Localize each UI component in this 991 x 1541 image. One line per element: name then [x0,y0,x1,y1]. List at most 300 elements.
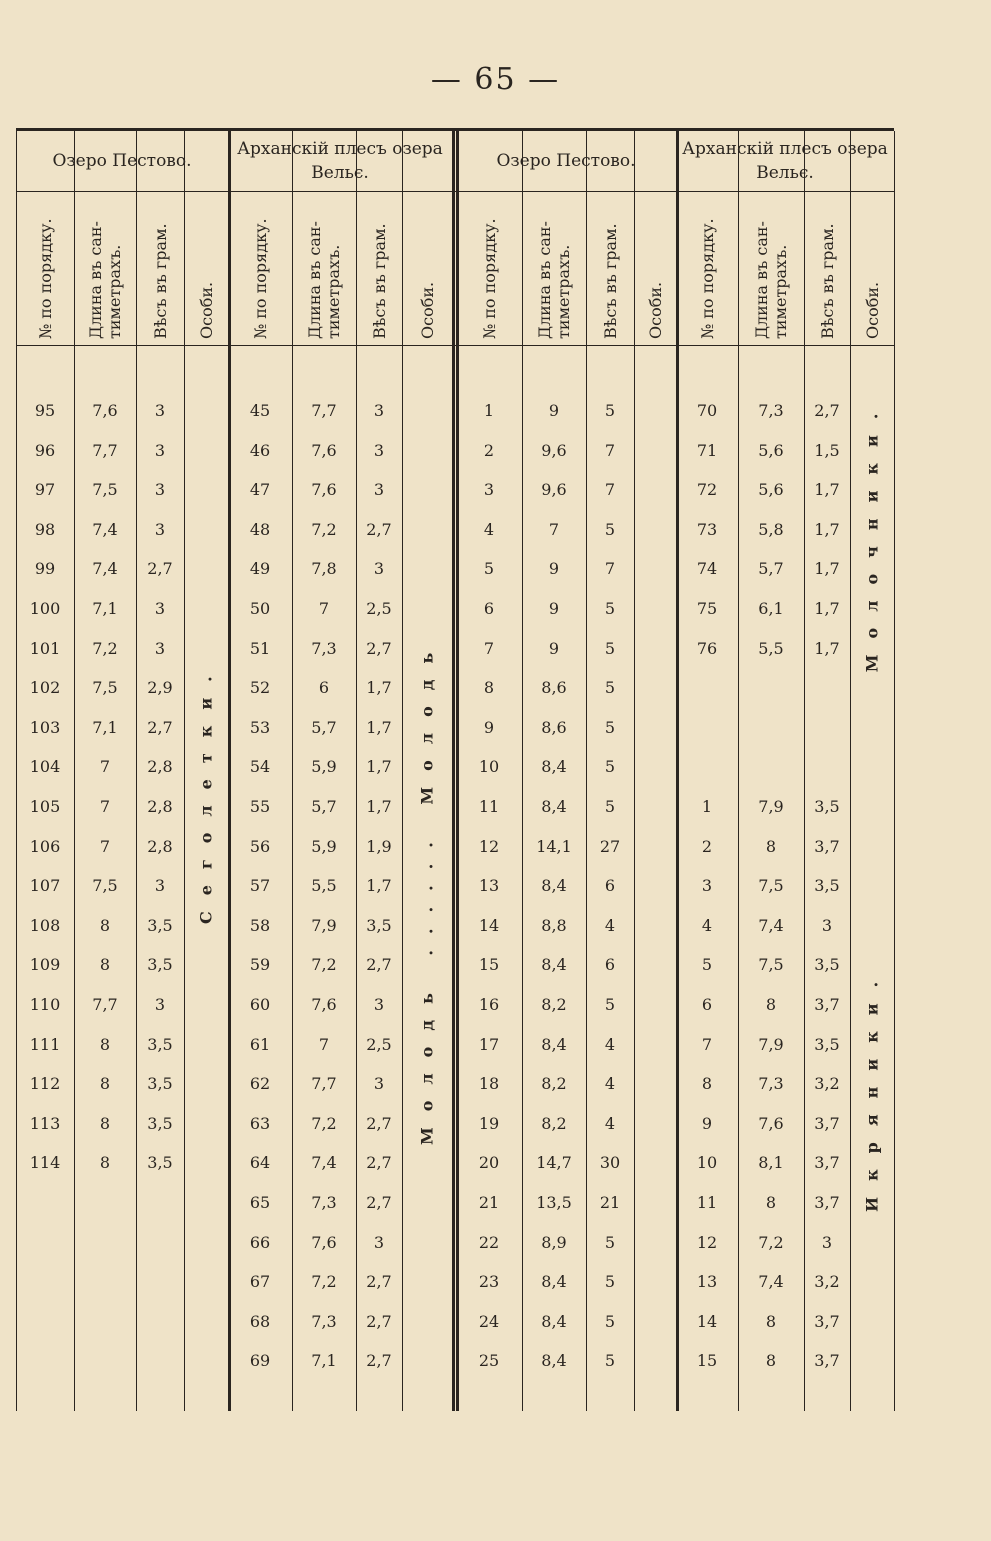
table-cell: 55 [249,797,271,816]
table-cell: 8,4 [541,1034,567,1054]
table-cell: 8 [701,1074,713,1094]
table-cell: 14,7 [536,1153,572,1173]
column-header-specimen [186,199,226,339]
table-cell: 5,6 [758,440,784,460]
table-cell: 108 [29,915,61,935]
table-cell: 3,7 [814,1311,840,1331]
table-cell: 102 [29,678,61,698]
table-cell: 103 [29,717,61,737]
table-cell: 2,7 [366,1153,392,1173]
table-cell: 113 [29,1113,61,1133]
column-header-label: № по порядку. [697,218,717,339]
table-cell: 11 [696,1193,718,1212]
table-cell: 7 [604,480,616,500]
table-cell: 5,7 [311,797,337,816]
table-cell: 2 [483,440,495,460]
table-cell: 67 [249,1272,271,1292]
table-cell: 7,8 [311,559,337,579]
table-cell: 9 [483,717,495,737]
table-cell: 3 [373,1074,385,1094]
table-cell: 5 [604,717,616,737]
table-cell: 114 [29,1153,61,1173]
table-cell: 3 [821,915,833,935]
table-cell: 7,4 [758,1272,784,1292]
table-cell: 3 [154,599,166,618]
table-cell: 21 [599,1193,621,1212]
table-cell: 8 [765,836,777,856]
table-cell: 5,9 [311,836,337,856]
table-cell: 8,4 [541,1311,567,1331]
table-cell: 1,7 [366,678,392,698]
table-cell: 15 [696,1351,718,1371]
column-header-specimen [407,199,447,339]
table-cell: 5,9 [311,757,337,777]
column-header-length [304,199,344,339]
table-cell: 112 [29,1074,61,1094]
table-cell: 13 [478,876,500,896]
table-cell: 68 [249,1311,271,1331]
table-cell: 100 [29,599,61,618]
table-cell: 3 [373,995,385,1014]
table-cell: 5,5 [758,638,784,658]
table-cell: 9,6 [541,480,567,500]
table-cell: 8 [99,1034,111,1054]
table-cell: 23 [478,1272,500,1292]
table-cell: 2,7 [366,519,392,539]
column-header-label: Длина въ сан-тиметрахъ. [752,221,790,339]
table-cell: 7 [318,1034,330,1054]
column-header-weight [807,199,847,339]
column-header-label: № по порядку. [479,218,499,339]
table-cell: 8 [99,1113,111,1133]
table-cell: 1 [483,401,495,420]
table-cell: 7,2 [92,638,118,658]
table-cell: 3 [483,480,495,500]
table-cell: 65 [249,1193,271,1212]
table-cell: 4 [604,1034,616,1054]
table-cell: 58 [249,915,271,935]
table-cell: 3,5 [147,955,173,975]
table-cell: 8 [765,995,777,1014]
table-cell: 7,9 [311,915,337,935]
specimen-note: Молочники. [862,397,882,672]
table-cell: 9,6 [541,440,567,460]
column-header-label: Вѣсъ въ грам. [150,223,170,339]
column-header-num [687,199,727,339]
table-cell: 53 [249,717,271,737]
table-cell: 1,7 [366,717,392,737]
table-cell: 70 [696,401,718,420]
table-cell: 2,7 [366,1351,392,1371]
specimen-note: Сеголетки. [196,660,216,924]
table-cell: 8,4 [541,1351,567,1371]
table-cell: 76 [696,638,718,658]
table-cell: 7,2 [311,519,337,539]
column-header-length [85,199,125,339]
table-cell: 7,9 [758,1034,784,1054]
table-cell: 1,7 [814,480,840,500]
table-cell: 7,6 [92,401,118,420]
table-cell: 2,8 [147,757,173,777]
table-cell: 9 [548,401,560,420]
table-cell: 107 [29,876,61,896]
table-cell: 3,7 [814,995,840,1014]
table-cell: 17 [478,1034,500,1054]
table-cell: 51 [249,638,271,658]
table-cell: 95 [34,401,56,420]
table-cell: 5 [604,797,616,816]
header-divider [16,191,894,192]
table-cell: 8 [765,1193,777,1212]
table-cell: 3,7 [814,1193,840,1212]
column-header-label: Особи. [417,281,437,339]
table-cell: 8,4 [541,955,567,975]
table-cell: 5 [604,519,616,539]
table-cell: 7,6 [311,1232,337,1252]
table-cell: 7,2 [311,1113,337,1133]
table-cell: 6 [604,876,616,896]
table-cell: 98 [34,519,56,539]
table-cell: 3,7 [814,1351,840,1371]
table-cell: 3,7 [814,1153,840,1173]
table-cell: 1,7 [366,757,392,777]
table-cell: 7,5 [758,876,784,896]
table-cell: 7 [483,638,495,658]
table-cell: 5 [701,955,713,975]
table-cell: 7,7 [311,1074,337,1094]
table-cell: 7,5 [92,678,118,698]
table-cell: 7 [318,599,330,618]
table-cell: 101 [29,638,61,658]
table-cell: 2,7 [366,1193,392,1212]
table-cell: 7,2 [311,955,337,975]
table-cell: 7 [99,757,111,777]
table-cell: 6 [483,599,495,618]
group-title: Арханскій плесъ озера Вельє. [682,139,888,183]
table-cell: 7 [604,440,616,460]
table-cell: 4 [604,915,616,935]
table-cell: 105 [29,797,61,816]
page-number: — 65 — [430,62,561,97]
table-cell: 7,3 [311,1193,337,1212]
table-cell: 8 [99,1153,111,1173]
table-cell: 3,5 [814,797,840,816]
table-cell: 99 [34,559,56,579]
table-cell: 60 [249,995,271,1014]
table-cell: 1,7 [814,599,840,618]
column-header-label: Длина въ сан-тиметрахъ. [86,221,124,339]
table-cell: 7,3 [311,1311,337,1331]
table-cell: 2,7 [366,638,392,658]
table-cell: 5 [604,1351,616,1371]
table-cell: 7 [99,797,111,816]
column-divider [452,131,455,1411]
specimen-note: Икряники. [862,965,882,1213]
table-cell: 1 [701,797,713,816]
table-cell: 3,5 [814,955,840,975]
table-cell: 5,6 [758,480,784,500]
table-cell: 24 [478,1311,500,1331]
table-cell: 3 [701,876,713,896]
table-cell: 5 [604,678,616,698]
table-cell: 1,7 [366,876,392,896]
table-cell: 13,5 [536,1193,572,1212]
table-cell: 8,4 [541,757,567,777]
table-cell: 59 [249,955,271,975]
table-cell: 3,2 [814,1074,840,1094]
column-header-label: № по порядку. [35,218,55,339]
table-cell: 49 [249,559,271,579]
table-cell: 6 [318,678,330,698]
table-cell: 12 [478,836,500,856]
table-cell: 5 [483,559,495,579]
table-cell: 47 [249,480,271,500]
table-cell: 8 [765,1311,777,1331]
table-cell: 3 [821,1232,833,1252]
group-title: Озеро Пестово. [496,151,636,171]
table-cell: 3,5 [147,1113,173,1133]
table-cell: 2,7 [814,401,840,420]
table-cell: 111 [29,1034,61,1054]
table-cell: 10 [478,757,500,777]
column-divider [402,131,403,1411]
table-cell: 12 [696,1232,718,1252]
table-cell: 6 [701,995,713,1014]
table-cell: 3,7 [814,836,840,856]
table-cell: 7,4 [311,1153,337,1173]
table-cell: 46 [249,440,271,460]
table-cell: 72 [696,480,718,500]
table-cell: 2,8 [147,797,173,816]
table-cell: 8,6 [541,717,567,737]
table-cell: 5,8 [758,519,784,539]
group-title: Озеро Пестово. [52,151,192,171]
table-cell: 3 [373,480,385,500]
table-cell: 74 [696,559,718,579]
column-header-label: Вѣсъ въ грам. [817,223,837,339]
table-cell: 7,2 [311,1272,337,1292]
column-divider [850,131,851,1411]
table-cell: 5 [604,599,616,618]
table-cell: 3,2 [814,1272,840,1292]
table-cell: 6 [604,955,616,975]
table-cell: 1,7 [814,638,840,658]
table-cell: 63 [249,1113,271,1133]
table-cell: 3,5 [147,1153,173,1173]
table-cell: 7,9 [758,797,784,816]
column-divider [676,131,679,1411]
table-cell: 5 [604,1311,616,1331]
column-header-label: Вѣсъ въ грам. [369,223,389,339]
table-cell: 8 [483,678,495,698]
table-cell: 8,6 [541,678,567,698]
table-cell: 6,1 [758,599,784,618]
table-cell: 7,3 [311,638,337,658]
specimen-note: Молодь ...... Молодь [417,636,437,1146]
table-cell: 7,2 [758,1232,784,1252]
table-cell: 2,7 [366,1311,392,1331]
table-cell: 3 [154,519,166,539]
table-cell: 97 [34,480,56,500]
table-cell: 3 [154,995,166,1014]
table-cell: 5 [604,1232,616,1252]
column-header-weight [359,199,399,339]
table-cell: 1,9 [366,836,392,856]
table-cell: 5,7 [311,717,337,737]
table-cell: 104 [29,757,61,777]
column-header-label: Вѣсъ въ грам. [600,223,620,339]
table-cell: 7 [548,519,560,539]
table-cell: 9 [548,599,560,618]
table-cell: 7 [604,559,616,579]
table-cell: 7,1 [92,599,118,618]
table-cell: 62 [249,1074,271,1094]
table-cell: 3,5 [366,915,392,935]
table-cell: 2,7 [366,955,392,975]
table-cell: 2,7 [147,717,173,737]
column-header-label: Особи. [196,281,216,339]
column-header-weight [590,199,630,339]
table-cell: 2 [701,836,713,856]
table-cell: 4 [604,1074,616,1094]
table-cell: 45 [249,401,271,420]
table-cell: 8,2 [541,1113,567,1133]
table-cell: 96 [34,440,56,460]
table-cell: 75 [696,599,718,618]
table-cell: 5 [604,401,616,420]
table-cell: 8,4 [541,876,567,896]
table-cell: 2,9 [147,678,173,698]
table-cell: 8,8 [541,915,567,935]
table-cell: 66 [249,1232,271,1252]
table-cell: 8,1 [758,1153,784,1173]
table-cell: 3 [373,440,385,460]
table-cell: 30 [599,1153,621,1173]
data-table [16,128,894,1411]
table-cell: 8,2 [541,1074,567,1094]
table-cell: 2,7 [366,1272,392,1292]
table-cell: 8 [765,1351,777,1371]
table-cell: 1,7 [814,559,840,579]
table-cell: 2,8 [147,836,173,856]
table-cell: 3 [154,440,166,460]
table-cell: 3 [373,1232,385,1252]
table-cell: 14,1 [536,836,572,856]
table-cell: 109 [29,955,61,975]
table-cell: 73 [696,519,718,539]
table-cell: 52 [249,678,271,698]
table-cell: 4 [483,519,495,539]
table-cell: 4 [604,1113,616,1133]
table-cell: 3,5 [147,1034,173,1054]
table-cell: 7 [99,836,111,856]
table-cell: 3 [154,638,166,658]
table-cell: 2,5 [366,599,392,618]
table-cell: 11 [478,797,500,816]
table-cell: 10 [696,1153,718,1173]
table-cell: 5 [604,757,616,777]
table-cell: 22 [478,1232,500,1252]
table-cell: 8,4 [541,797,567,816]
table-cell: 7,5 [758,955,784,975]
table-cell: 25 [478,1351,500,1371]
table-cell: 9 [701,1113,713,1133]
column-divider [894,131,895,1411]
table-cell: 18 [478,1074,500,1094]
column-divider [738,131,739,1411]
table-cell: 19 [478,1113,500,1133]
table-cell: 57 [249,876,271,896]
column-header-num [240,199,280,339]
table-cell: 8 [99,915,111,935]
table-cell: 14 [478,915,500,935]
table-cell: 69 [249,1351,271,1371]
table-cell: 15 [478,955,500,975]
table-cell: 56 [249,836,271,856]
column-header-label: Особи. [645,281,665,339]
table-cell: 8,2 [541,995,567,1014]
table-cell: 7,3 [758,401,784,420]
table-cell: 5,7 [758,559,784,579]
table-cell: 64 [249,1153,271,1173]
table-cell: 7,1 [92,717,118,737]
column-header-length [751,199,791,339]
column-header-label: Особи. [862,281,882,339]
table-cell: 48 [249,519,271,539]
table-cell: 1,7 [366,797,392,816]
column-divider [184,131,185,1411]
table-cell: 7,6 [758,1113,784,1133]
table-cell: 2,5 [366,1034,392,1054]
table-cell: 3 [373,401,385,420]
table-cell: 5 [604,638,616,658]
table-cell: 7,6 [311,995,337,1014]
table-cell: 61 [249,1034,271,1054]
table-cell: 7,3 [758,1074,784,1094]
column-header-specimen [852,199,892,339]
table-cell: 1,5 [814,440,840,460]
table-cell: 3 [373,559,385,579]
table-cell: 54 [249,757,271,777]
header-bottom-rule [16,345,894,346]
table-cell: 3 [154,876,166,896]
table-cell: 3 [154,401,166,420]
table-cell: 7,7 [311,401,337,420]
table-cell: 9 [548,559,560,579]
table-cell: 14 [696,1311,718,1331]
column-header-length [534,199,574,339]
table-cell: 7,5 [92,876,118,896]
table-cell: 13 [696,1272,718,1292]
table-cell: 71 [696,440,718,460]
table-cell: 2,7 [147,559,173,579]
column-header-specimen [635,199,675,339]
table-cell: 106 [29,836,61,856]
table-cell: 16 [478,995,500,1014]
table-cell: 1,7 [814,519,840,539]
column-header-label: Длина въ сан-тиметрахъ. [535,221,573,339]
table-cell: 50 [249,599,271,618]
table-cell: 3,5 [814,876,840,896]
table-cell: 8 [99,1074,111,1094]
column-divider [804,131,805,1411]
table-cell: 2,7 [366,1113,392,1133]
table-cell: 9 [548,638,560,658]
column-header-weight [140,199,180,339]
table-cell: 8 [99,955,111,975]
table-cell: 3,5 [147,915,173,935]
table-cell: 20 [478,1153,500,1173]
